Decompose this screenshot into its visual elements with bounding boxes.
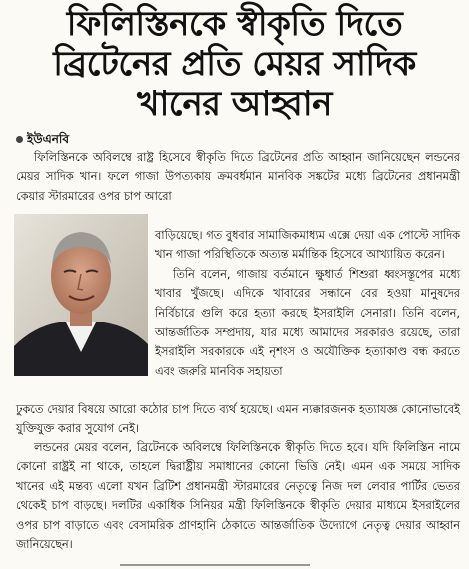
- paragraph-2-cont-text: ঢুকতে দেয়ার বিষয়ে আরো কঠোর চাপ দিতে ব্যর্থ হয়েছে। এমন ন্যক্কারজনক হত্যাযজ্ঞ কোনোভাবেই যুক্তিযুক্ত করার সুযোগ নেই।: [16, 403, 460, 436]
- paragraph-1-continued: [155, 226, 460, 381]
- bullet-icon: [16, 136, 23, 143]
- paragraph-1-cont-text: বাড়িয়েছে। গত বুধবার সামাজিকমাধ্যম এক্সে দেয়া এক পোস্টে সাদিক খান গাজা পরিস্থিতিকে অত্যন্ত মর্মান্তিক হিসেবে আখ্যায়িত করেন।: [155, 229, 460, 262]
- paragraph-1-text: ফিলিস্তিনকে অবিলম্বে রাষ্ট্র হিসেবে স্বীকৃতি দিতে ব্রিটেনের প্রতি আহ্বান জানিয়েছেন লন্ডনের মেয়র সাদিক খান। ফলে গাজা উপত্যকায় ক্রমবর্ধমান মানবিক সঙ্কটের মধ্যে ব্রিটেনের প্রধানমন্ত্রী কেয়ার স্টারমারের ওপর চাপ আরো: [16, 151, 460, 203]
- headline-line-3: খানের আহ্বান: [137, 84, 332, 124]
- portrait-image: [14, 214, 148, 376]
- headline-line-1: ফিলিস্তিনকে স্বীকৃতি দিতে: [66, 4, 403, 44]
- byline-source: ইউএনবি: [27, 132, 69, 146]
- paragraph-2: [155, 265, 460, 381]
- headline: [10, 4, 459, 124]
- cut-off-line: [120, 556, 310, 568]
- byline: [16, 131, 69, 147]
- paragraph-3: [16, 438, 460, 554]
- portrait-photo: [14, 214, 148, 376]
- paragraph-3-text: লন্ডনের মেয়র বলেন, ব্রিটেনকে অবিলম্বে ফিলিস্তিনকে স্বীকৃতি দিতে হবে। যদি ফিলিস্তিন নামে কোনো রাষ্ট্রই না থাকে, তাহলে দ্বিরাষ্ট্রীয় সমাধানের কোনো ভিত্তি নেই। এমন এক সময়ে সাদিক খানের এই মন্তব্য এলো যখন ব্রিটিশ প্রধানমন্ত্রী স্টারমারের নেতৃত্বে নিজ দল লেবার পার্টির ভেতর থেকেই চাপ বাড়ছে। দলটির একাধিক সিনিয়র মন্ত্রী ফিলিস্তিনকে স্বীকৃতি দেয়ার মাধ্যমে ইসরাইলের ওপর চাপ বাড়াতে এবং বেসামরিক প্রাণহানি ঠেকাতে আন্তর্জাতিক উদ্যোগে নেতৃত্ব দেয়ার আহ্বান জানিয়েছেন।: [16, 441, 460, 552]
- paragraph-1: [16, 148, 460, 206]
- headline-line-2: ব্রিটেনের প্রতি মেয়র সাদিক: [53, 44, 416, 84]
- paragraph-2-continued: [16, 400, 460, 439]
- paragraph-2-text: তিনি বলেন, গাজায় বর্তমানে ক্ষুধার্ত শিশুরা ধ্বংসস্তূপের মধ্যে খাবার খুঁজছে। এদিকে খাবারের সন্ধানে বের হওয়া মানুষদের নির্বিচারে গুলি করে হত্যা করছে ইসরাইলি সেনারা। তিনি বলেন, আন্তর্জাতিক সম্প্রদায়, যার মধ্যে আমাদের সরকারও রয়েছে, তারা ইসরাইলি সরকারকে এই নৃশংস ও অযৌক্তিক হত্যাকাণ্ড বন্ধ করতে এবং জরুরি মানবিক সহায়তা: [155, 267, 460, 378]
